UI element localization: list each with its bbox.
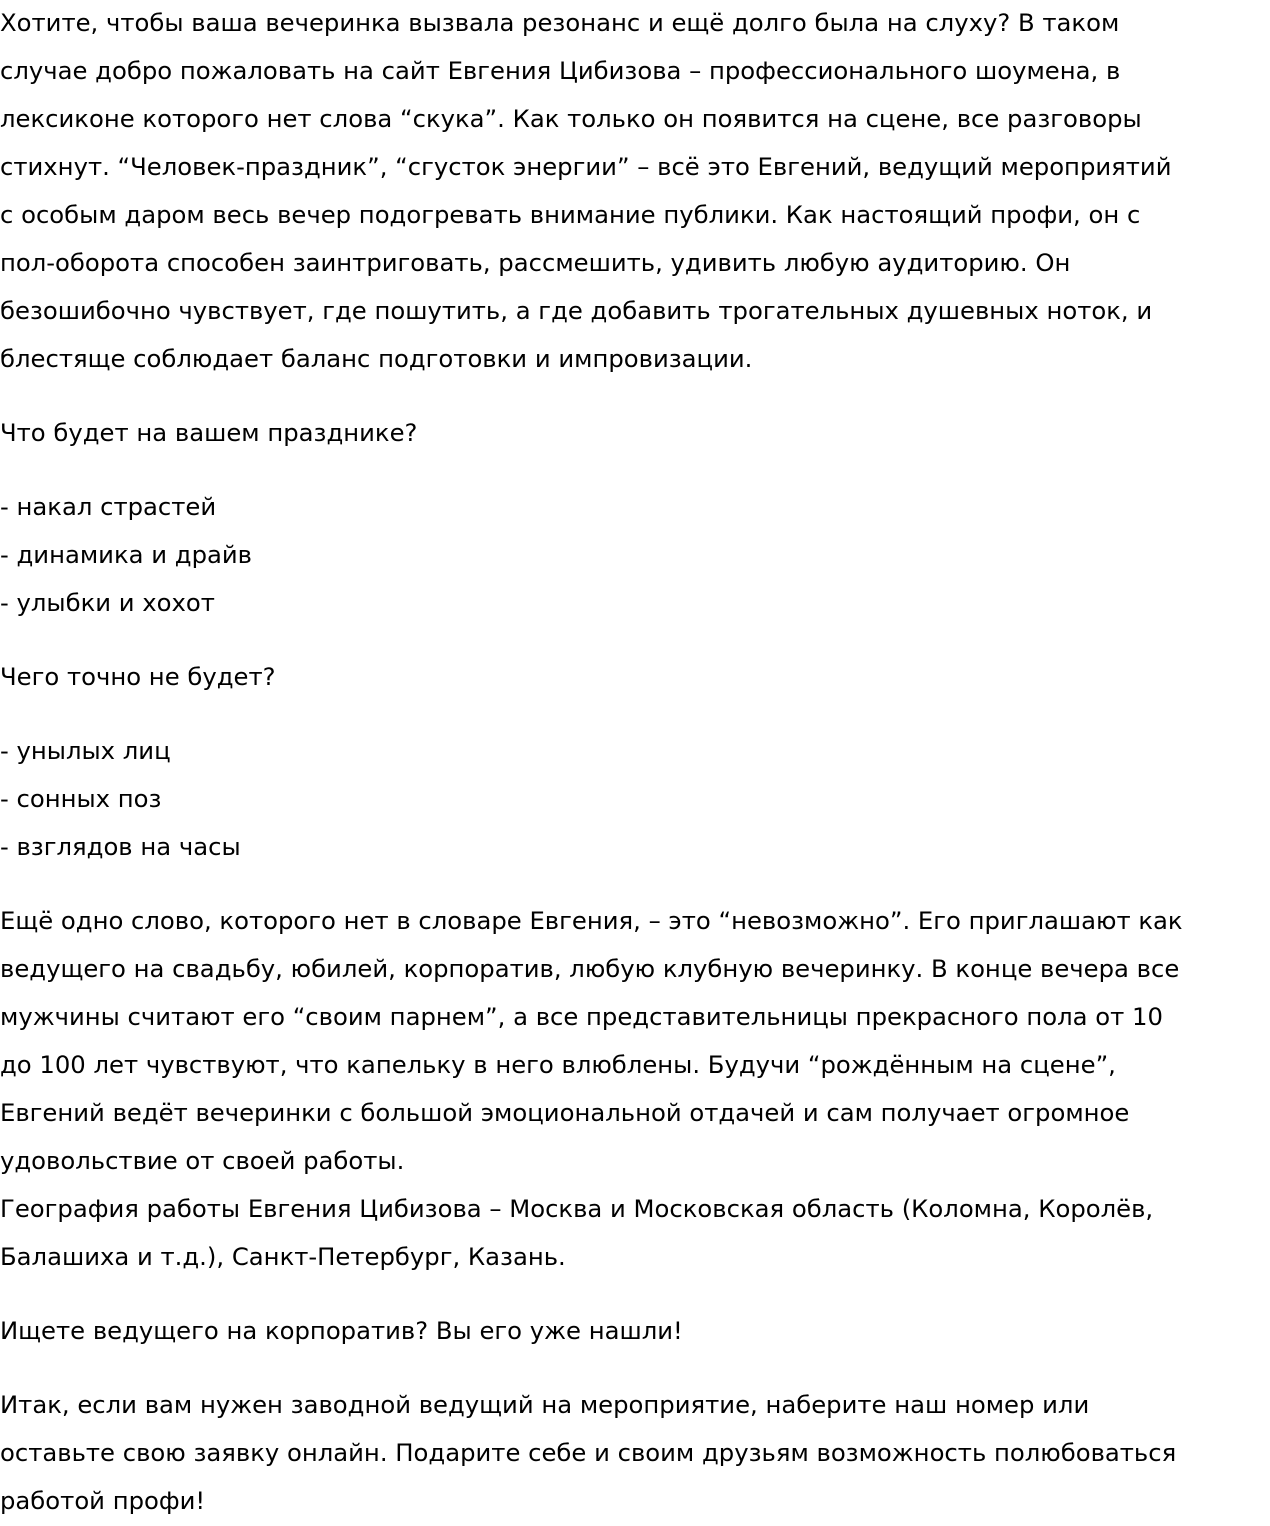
wont-be-heading: Чего точно не будет? (0, 662, 276, 691)
text-line: пол-оборота способен заинтриговать, рассмешить, удивить любую аудиторию. Он (0, 248, 1071, 277)
text-line: Хотите, чтобы ваша вечеринка вызвала резонанс и ещё долго была на слуху? В таком (0, 8, 1120, 37)
text-line: лексиконе которого нет слова “скука”. Как только он появится на сцене, все разговоры (0, 104, 1142, 133)
text-line: Итак, если вам нужен заводной ведущий на мероприятие, наберите наш номер или (0, 1390, 1090, 1419)
list-item: - накал страстей (0, 492, 217, 521)
text-line: с особым даром весь вечер подогревать внимание публики. Как настоящий профи, он с (0, 200, 1141, 229)
intro-paragraph (0, 0, 1270, 383)
text-line: до 100 лет чувствуют, что капельку в него влюблены. Будучи “рождённым на сцене”, (0, 1050, 1116, 1079)
text-line: удовольствие от своей работы. (0, 1146, 405, 1175)
text-line: безошибочно чувствует, где пошутить, а где добавить трогательных душевных ноток, и (0, 296, 1153, 325)
list-item: - унылых лиц (0, 736, 171, 765)
will-be-heading: Что будет на вашем празднике? (0, 418, 418, 447)
text-line: Евгений ведёт вечеринки с большой эмоциональной отдачей и сам получает огромное (0, 1098, 1130, 1127)
list-item: - динамика и драйв (0, 540, 252, 569)
question-paragraph: Ищете ведущего на корпоратив? Вы его уже нашли! (0, 1316, 683, 1345)
text-line: ведущего на свадьбу, юбилей, корпоратив, любую клубную вечеринку. В конце вечера все (0, 954, 1180, 983)
body-paragraph (0, 897, 1270, 1281)
text-line: Ещё одно слово, которого нет в словаре Евгения, – это “невозможно”. Его приглашают как (0, 906, 1183, 935)
text-line: оставьте свою заявку онлайн. Подарите себе и своим друзьям возможность полюбоваться (0, 1438, 1177, 1467)
list-item: - улыбки и хохот (0, 588, 215, 617)
text-line: блестяще соблюдает баланс подготовки и импровизации. (0, 344, 753, 373)
text-line: случае добро пожаловать на сайт Евгения Цибизова – профессионального шоумена, в (0, 56, 1121, 85)
closing-paragraph (0, 1381, 1270, 1525)
text-line: мужчины считают его “своим парнем”, а все представительницы прекрасного пола от 10 (0, 1002, 1163, 1031)
list-item: - взглядов на часы (0, 832, 241, 861)
text-line: География работы Евгения Цибизова – Москва и Московская область (Коломна, Королёв, (0, 1194, 1154, 1223)
list-item: - сонных поз (0, 784, 162, 813)
wont-be-list (0, 727, 1270, 871)
will-be-list (0, 483, 1270, 627)
text-line: стихнут. “Человек-праздник”, “сгусток энергии” – всё это Евгений, ведущий мероприятий (0, 152, 1172, 181)
text-line: Балашиха и т.д.), Санкт-Петербург, Казань. (0, 1242, 566, 1271)
text-line: работой профи! (0, 1486, 206, 1515)
